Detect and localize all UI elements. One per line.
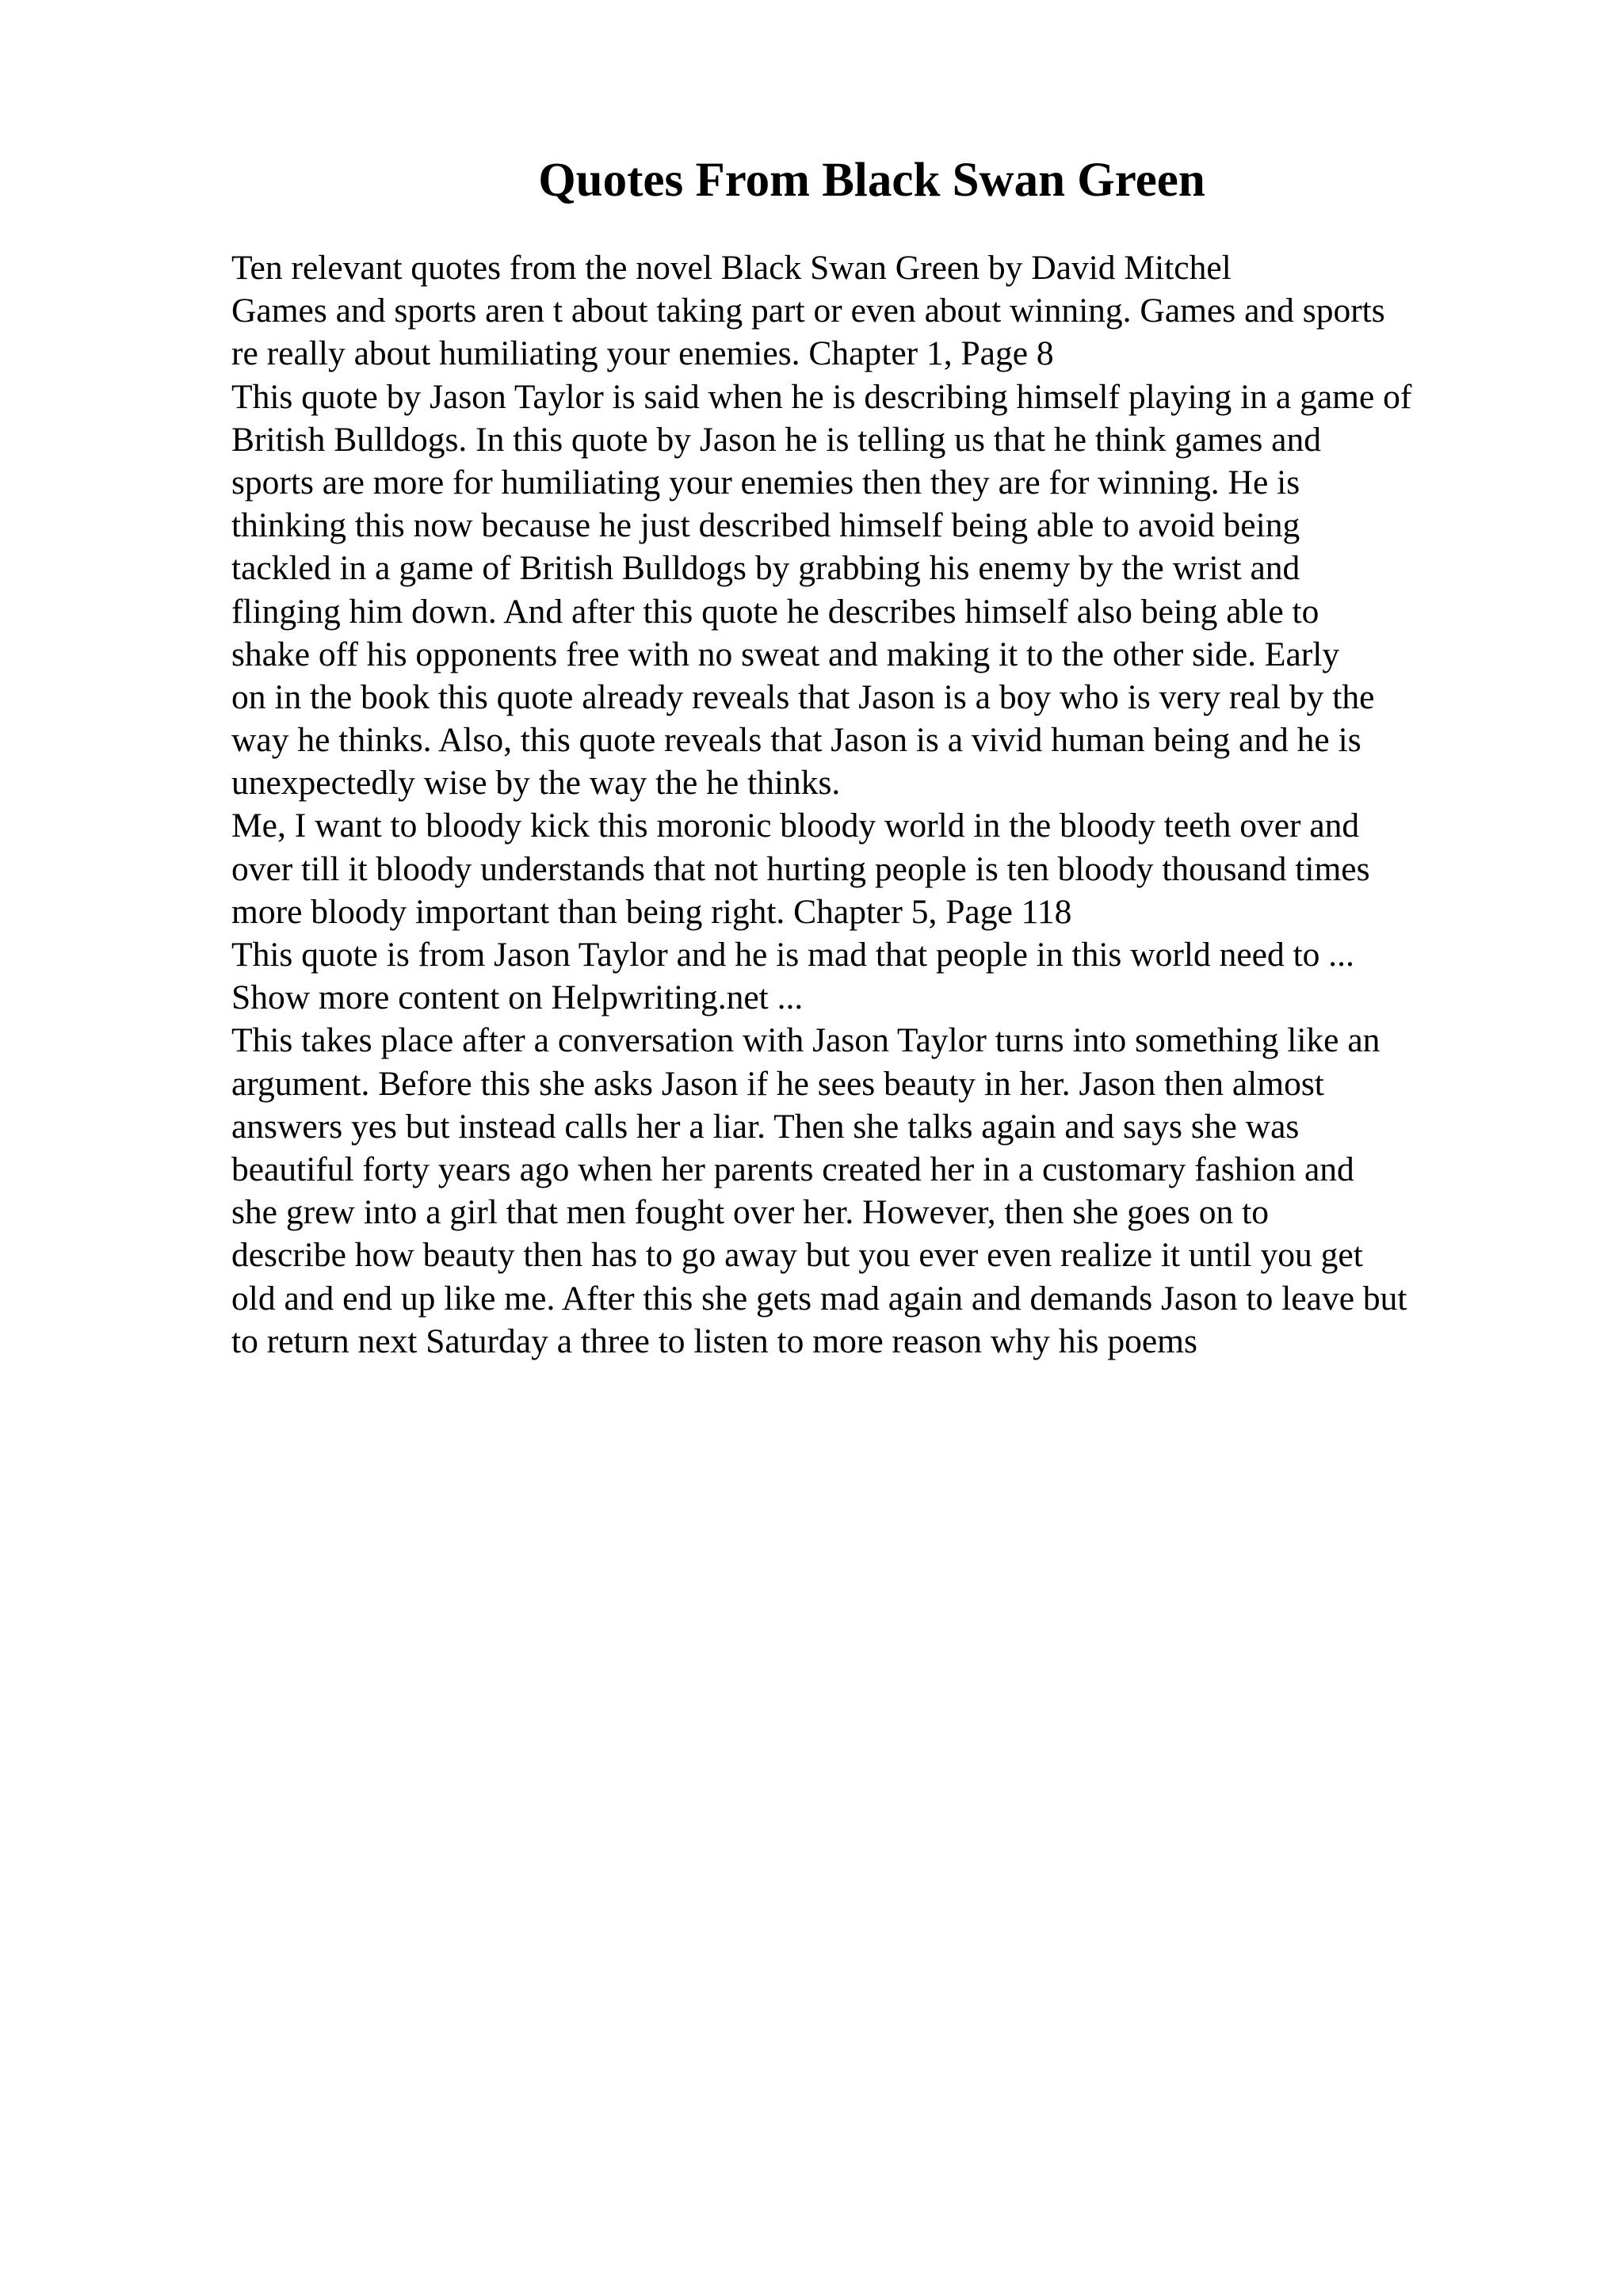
text-line: Games and sports aren t about taking part or even about winning. Games and sports <box>231 292 1385 330</box>
text-line: answers yes but instead calls her a liar. Then she talks again and says she was <box>231 1107 1300 1146</box>
text-line: flinging him down. And after this quote he describes himself also being able to <box>231 592 1319 631</box>
text-line: This takes place after a conversation with Jason Taylor turns into something like an <box>231 1021 1381 1060</box>
text-line: on in the book this quote already reveals that Jason is a boy who is very real by the <box>231 677 1375 716</box>
text-line: argument. Before this she asks Jason if he sees beauty in her. Jason then almost <box>231 1064 1324 1103</box>
text-line: Ten relevant quotes from the novel Black Swan Green by David Mitchel <box>231 249 1232 287</box>
text-line: over till it bloody understands that not hurting people is ten bloody thousand times <box>231 849 1370 888</box>
text-line: thinking this now because he just described himself being able to avoid being <box>231 506 1300 545</box>
text-line: shake off his opponents free with no sweat and making it to the other side. Early <box>231 635 1340 673</box>
text-line: unexpectedly wise by the way the he thinks. <box>231 764 841 803</box>
text-line: old and end up like me. After this she gets mad again and demands Jason to leave but <box>231 1279 1407 1318</box>
text-line: to return next Saturday a three to listen to more reason why his poems <box>231 1322 1197 1360</box>
show-more-link[interactable]: Show more content on Helpwriting.net ... <box>231 978 804 1017</box>
text-line: This quote by Jason Taylor is said when he is describing himself playing in a game of <box>231 377 1412 416</box>
text-line: This quote is from Jason Taylor and he is mad that people in this world need to ... <box>231 936 1354 974</box>
text-line: she grew into a girl that men fought over her. However, then she goes on to <box>231 1193 1269 1232</box>
document-body <box>231 246 1515 1363</box>
text-line: describe how beauty then has to go away but you ever even realize it until you get <box>231 1236 1363 1275</box>
text-line: re really about humiliating your enemies. Chapter 1, Page 8 <box>231 334 1054 373</box>
text-line: tackled in a game of British Bulldogs by grabbing his enemy by the wrist and <box>231 549 1300 588</box>
text-line: sports are more for humiliating your enemies then they are for winning. He is <box>231 463 1300 502</box>
text-line: beautiful forty years ago when her parents created her in a customary fashion and <box>231 1150 1354 1188</box>
text-line: more bloody important than being right. Chapter 5, Page 118 <box>231 892 1072 931</box>
document-title: Quotes From Black Swan Green <box>538 154 1205 207</box>
text-line: way he thinks. Also, this quote reveals that Jason is a vivid human being and he is <box>231 721 1361 760</box>
text-line: Me, I want to bloody kick this moronic bloody world in the bloody teeth over and <box>231 807 1360 845</box>
text-line: British Bulldogs. In this quote by Jason he is telling us that he think games and <box>231 420 1321 459</box>
